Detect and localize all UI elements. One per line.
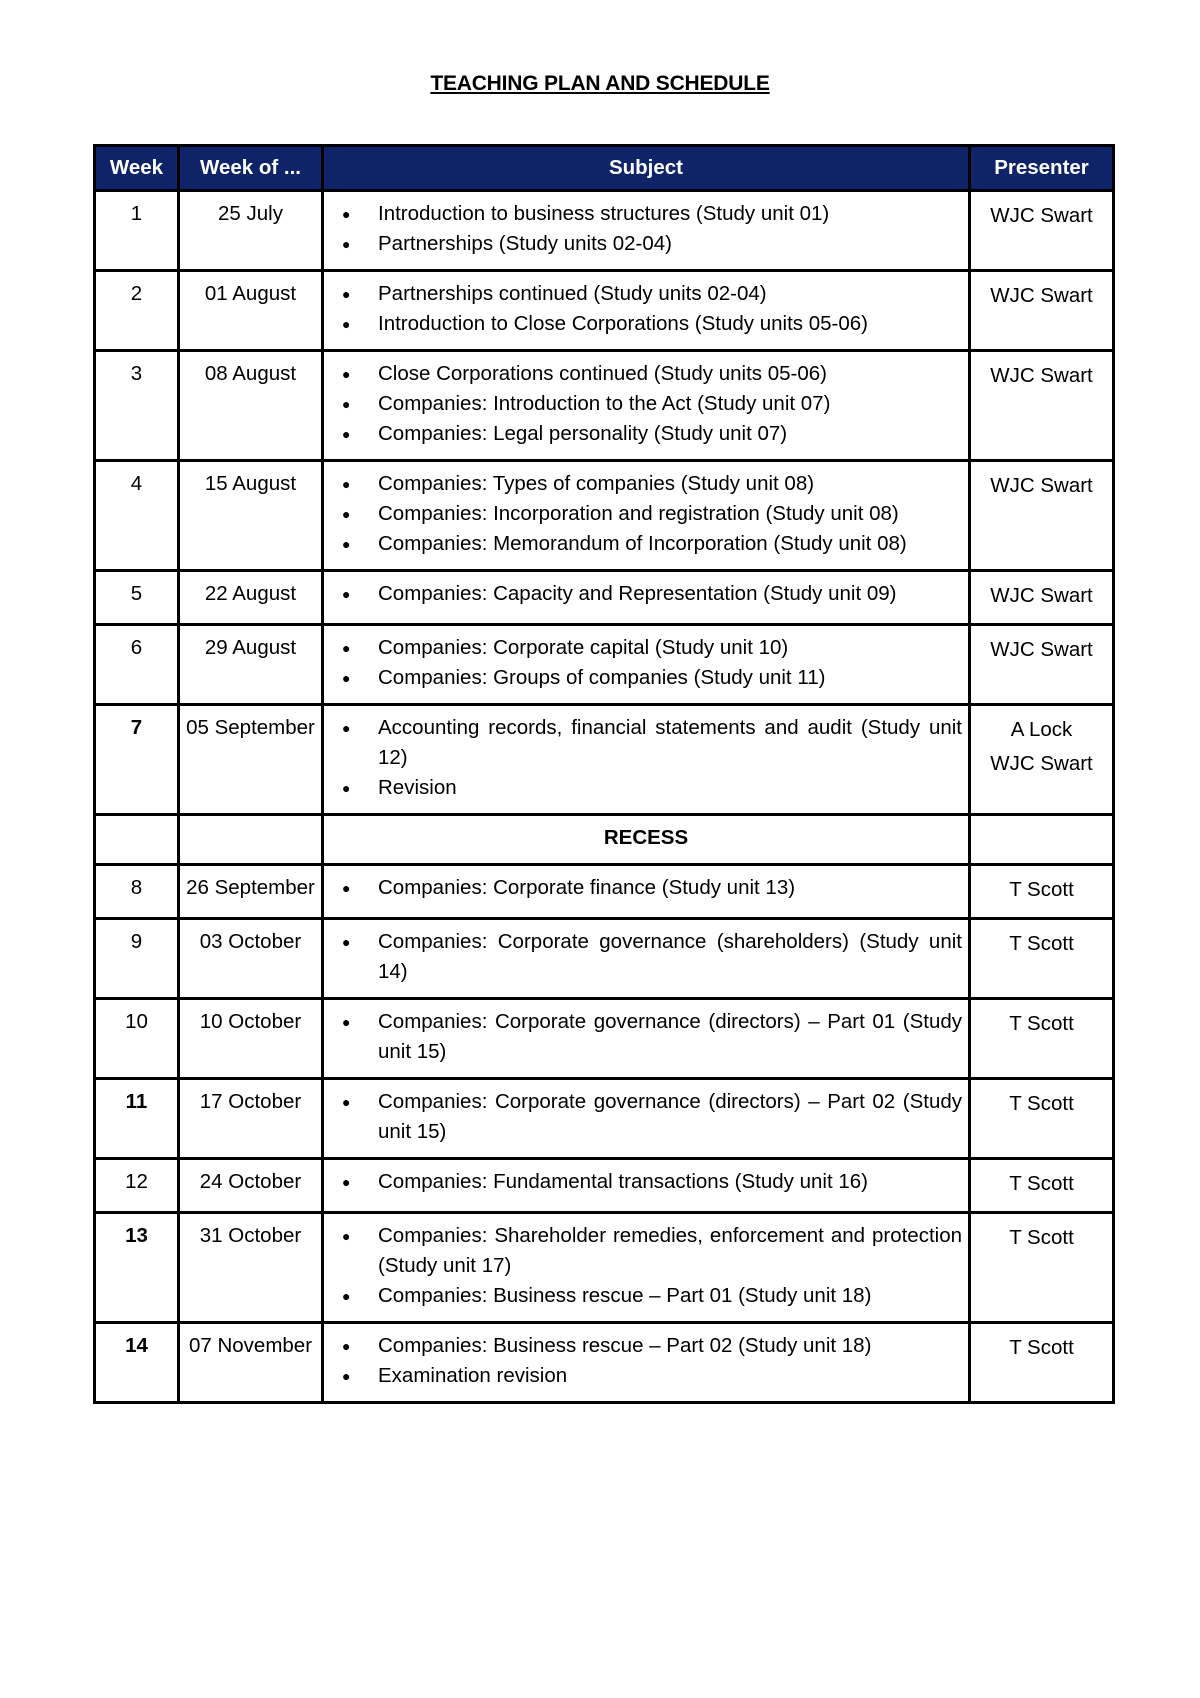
week-number: 1: [95, 191, 179, 271]
week-number: 14: [95, 1323, 179, 1403]
subject-item: [342, 633, 962, 663]
presenter-cell: [970, 705, 1114, 815]
subject-item: [342, 1167, 962, 1197]
week-number: 5: [95, 571, 179, 625]
header-presenter: Presenter: [970, 146, 1114, 191]
week-of-date: 29 August: [179, 625, 323, 705]
presenter-name: T Scott: [1009, 1336, 1074, 1359]
subject-item: [342, 1087, 962, 1147]
bullet-icon: ●: [342, 934, 351, 950]
presenter-name: WJC Swart: [990, 638, 1093, 661]
presenter-name: WJC Swart: [990, 584, 1093, 607]
presenter-cell: [970, 999, 1114, 1079]
week-of-date: 24 October: [179, 1159, 323, 1213]
bullet-icon: ●: [342, 536, 351, 552]
subject-list: [330, 579, 962, 609]
presenter-cell: [970, 271, 1114, 351]
week-number: 4: [95, 461, 179, 571]
subject-item: [342, 359, 962, 389]
subject-text: Companies: Corporate capital (Study unit 10): [378, 636, 789, 659]
week-number: 6: [95, 625, 179, 705]
bullet-icon: ●: [342, 426, 351, 442]
subject-item: [342, 309, 962, 339]
subject-cell: [323, 625, 970, 705]
week-number: 7: [95, 705, 179, 815]
presenter-name: WJC Swart: [990, 752, 1093, 775]
subject-cell: [323, 1213, 970, 1323]
subject-list: [330, 1331, 962, 1391]
bullet-icon: ●: [342, 1228, 351, 1244]
table-row: [95, 1213, 1114, 1323]
subject-text: Partnerships (Study units 02-04): [378, 232, 672, 255]
week-of-date: 15 August: [179, 461, 323, 571]
subject-text: Close Corporations continued (Study units 05-06): [378, 362, 827, 385]
subject-item: [342, 713, 962, 773]
presenter-name: T Scott: [1009, 878, 1074, 901]
subject-item: [342, 1281, 962, 1311]
table-row: [95, 705, 1114, 815]
recess-empty-presenter: [970, 815, 1114, 865]
subject-list: [330, 713, 962, 803]
subject-item: [342, 663, 962, 693]
week-of-date: 01 August: [179, 271, 323, 351]
week-of-date: 17 October: [179, 1079, 323, 1159]
bullet-icon: ●: [342, 720, 351, 736]
subject-item: [342, 499, 962, 529]
presenter-name: T Scott: [1009, 932, 1074, 955]
recess-label: RECESS: [323, 815, 970, 865]
week-of-date: 31 October: [179, 1213, 323, 1323]
subject-item: [342, 529, 962, 559]
presenter-cell: [970, 625, 1114, 705]
presenter-name: T Scott: [1009, 1172, 1074, 1195]
table-row: [95, 461, 1114, 571]
subject-list: [330, 1087, 962, 1147]
subject-text: Companies: Corporate governance (directors) – Part 02 (Study unit 15): [378, 1090, 962, 1143]
subject-cell: [323, 191, 970, 271]
subject-item: [342, 773, 962, 803]
week-number: 12: [95, 1159, 179, 1213]
presenter-name: WJC Swart: [990, 204, 1093, 227]
subject-text: Introduction to business structures (Study unit 01): [378, 202, 830, 225]
page-title: TEACHING PLAN AND SCHEDULE: [430, 72, 770, 95]
subject-list: [330, 927, 962, 987]
bullet-icon: ●: [342, 670, 351, 686]
table-row: [95, 191, 1114, 271]
header-week: Week: [95, 146, 179, 191]
subject-item: [342, 873, 962, 903]
subject-item: [342, 1221, 962, 1281]
subject-text: Companies: Corporate governance (directors) – Part 01 (Study unit 15): [378, 1010, 962, 1063]
recess-empty-week: [95, 815, 179, 865]
subject-text: Examination revision: [378, 1364, 568, 1387]
table-row: [95, 271, 1114, 351]
bullet-icon: ●: [342, 1288, 351, 1304]
bullet-icon: ●: [342, 880, 351, 896]
teaching-schedule-table: [93, 144, 1115, 1404]
table-row: [95, 351, 1114, 461]
bullet-icon: ●: [342, 1014, 351, 1030]
table-row: [95, 919, 1114, 999]
bullet-icon: ●: [342, 206, 351, 222]
bullet-icon: ●: [342, 586, 351, 602]
bullet-icon: ●: [342, 286, 351, 302]
week-of-date: 25 July: [179, 191, 323, 271]
presenter-cell: [970, 191, 1114, 271]
subject-list: [330, 633, 962, 693]
week-number: 13: [95, 1213, 179, 1323]
subject-list: [330, 873, 962, 903]
week-of-date: 07 November: [179, 1323, 323, 1403]
subject-cell: [323, 999, 970, 1079]
subject-cell: [323, 1159, 970, 1213]
presenter-name: T Scott: [1009, 1226, 1074, 1249]
subject-item: [342, 229, 962, 259]
presenter-name: T Scott: [1009, 1092, 1074, 1115]
subject-text: Companies: Fundamental transactions (Study unit 16): [378, 1170, 868, 1193]
table-row: [95, 865, 1114, 919]
subject-text: Companies: Shareholder remedies, enforcement and protection (Study unit 17): [378, 1224, 962, 1277]
table-row: [95, 625, 1114, 705]
week-number: 9: [95, 919, 179, 999]
table-row: [95, 1079, 1114, 1159]
week-of-date: 22 August: [179, 571, 323, 625]
presenter-name: T Scott: [1009, 1012, 1074, 1035]
week-number: 2: [95, 271, 179, 351]
presenter-cell: [970, 1213, 1114, 1323]
bullet-icon: ●: [342, 780, 351, 796]
presenter-name: WJC Swart: [990, 474, 1093, 497]
subject-cell: [323, 705, 970, 815]
subject-item: [342, 1007, 962, 1067]
subject-text: Companies: Groups of companies (Study unit 11): [378, 666, 826, 689]
subject-list: [330, 1007, 962, 1067]
presenter-cell: [970, 461, 1114, 571]
subject-item: [342, 469, 962, 499]
subject-item: [342, 279, 962, 309]
subject-list: [330, 469, 962, 559]
recess-empty-date: [179, 815, 323, 865]
table-row: [95, 571, 1114, 625]
presenter-cell: [970, 1079, 1114, 1159]
bullet-icon: ●: [342, 1174, 351, 1190]
subject-text: Companies: Legal personality (Study unit 07): [378, 422, 788, 445]
presenter-cell: [970, 919, 1114, 999]
table-row: [95, 999, 1114, 1079]
bullet-icon: ●: [342, 640, 351, 656]
presenter-name: WJC Swart: [990, 364, 1093, 387]
week-of-date: 10 October: [179, 999, 323, 1079]
subject-item: [342, 199, 962, 229]
presenter-cell: [970, 351, 1114, 461]
subject-text: Companies: Incorporation and registration (Study unit 08): [378, 502, 899, 525]
bullet-icon: ●: [342, 506, 351, 522]
presenter-name: WJC Swart: [990, 284, 1093, 307]
week-of-date: 03 October: [179, 919, 323, 999]
table-row: [95, 1323, 1114, 1403]
subject-text: Partnerships continued (Study units 02-04): [378, 282, 767, 305]
subject-cell: [323, 919, 970, 999]
subject-item: [342, 927, 962, 987]
subject-text: Companies: Corporate governance (shareholders) (Study unit 14): [378, 930, 962, 983]
subject-list: [330, 199, 962, 259]
presenter-cell: [970, 571, 1114, 625]
presenter-cell: [970, 1159, 1114, 1213]
bullet-icon: ●: [342, 396, 351, 412]
header-subject: Subject: [323, 146, 970, 191]
subject-text: Companies: Memorandum of Incorporation (Study unit 08): [378, 532, 907, 555]
subject-text: Accounting records, financial statements and audit (Study unit 12): [378, 716, 962, 769]
subject-text: Revision: [378, 776, 457, 799]
week-of-date: 26 September: [179, 865, 323, 919]
bullet-icon: ●: [342, 476, 351, 492]
table-row: [95, 1159, 1114, 1213]
subject-list: [330, 1221, 962, 1311]
bullet-icon: ●: [342, 1094, 351, 1110]
bullet-icon: ●: [342, 316, 351, 332]
week-of-date: 05 September: [179, 705, 323, 815]
recess-row: [95, 815, 1114, 865]
presenter-cell: [970, 1323, 1114, 1403]
subject-item: [342, 1331, 962, 1361]
subject-item: [342, 419, 962, 449]
subject-cell: [323, 1079, 970, 1159]
subject-item: [342, 579, 962, 609]
subject-cell: [323, 571, 970, 625]
subject-text: Companies: Types of companies (Study unit 08): [378, 472, 815, 495]
subject-list: [330, 1167, 962, 1197]
subject-text: Companies: Corporate finance (Study unit 13): [378, 876, 796, 899]
subject-cell: [323, 351, 970, 461]
week-number: 3: [95, 351, 179, 461]
subject-cell: [323, 271, 970, 351]
week-number: 11: [95, 1079, 179, 1159]
bullet-icon: ●: [342, 1338, 351, 1354]
subject-text: Companies: Business rescue – Part 02 (Study unit 18): [378, 1334, 872, 1357]
schedule-body: [95, 191, 1114, 1403]
subject-text: Introduction to Close Corporations (Study units 05-06): [378, 312, 868, 335]
week-of-date: 08 August: [179, 351, 323, 461]
presenter-name: A Lock: [1010, 718, 1073, 741]
subject-cell: [323, 461, 970, 571]
table-header-row: [95, 146, 1114, 191]
subject-list: [330, 359, 962, 449]
subject-item: [342, 1361, 962, 1391]
week-number: 8: [95, 865, 179, 919]
bullet-icon: ●: [342, 366, 351, 382]
presenter-cell: [970, 865, 1114, 919]
bullet-icon: ●: [342, 1368, 351, 1384]
week-number: 10: [95, 999, 179, 1079]
subject-text: Companies: Capacity and Representation (Study unit 09): [378, 582, 897, 605]
subject-cell: [323, 865, 970, 919]
subject-cell: [323, 1323, 970, 1403]
subject-list: [330, 279, 962, 339]
header-week-of: Week of ...: [179, 146, 323, 191]
subject-text: Companies: Business rescue – Part 01 (Study unit 18): [378, 1284, 872, 1307]
bullet-icon: ●: [342, 236, 351, 252]
subject-item: [342, 389, 962, 419]
subject-text: Companies: Introduction to the Act (Study unit 07): [378, 392, 831, 415]
